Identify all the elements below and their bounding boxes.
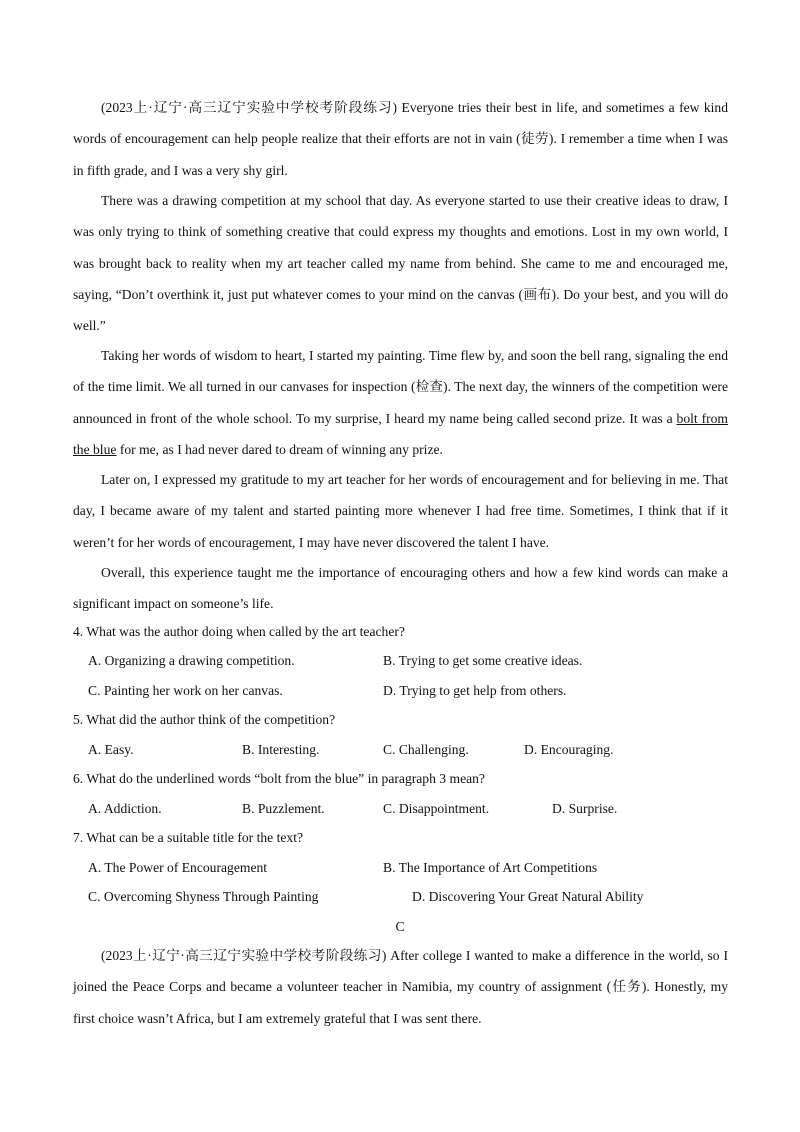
passage-b-paragraph-2: There was a drawing competition at my school that day. As everyone started to use their creative ideas to draw, I was only trying to think of something creative that could express my thoughts and emotions. Lost in my own world, I was brought back to reality when my art teacher called my name from behind. She came to me and encouraged me, saying, “Don’t overthink it, just put whatever comes to your mind on the canvas (画布). Do your best, and you will do well.” (73, 193, 728, 334)
option-a[interactable]: A. The Power of Encouragement (88, 860, 268, 875)
paragraph-text: After college I wanted to make a difference in the world, so I joined the Peace Corps and became a volunteer teacher in Namibia, my country of assignment (任务). Honestly, my first choice wasn’t Africa, but I am extremely grateful that I was sent there. (73, 948, 728, 1026)
option-d[interactable]: D. Encouraging. (524, 742, 614, 757)
option-b[interactable]: B. Interesting. (242, 742, 320, 757)
option-c[interactable]: C. Painting her work on her canvas. (88, 683, 283, 698)
paragraph-text: Everyone tries their best in life, and sometimes a few kind words of encouragement can help people realize that their efforts are not in vain (徒劳). I remember a time when I was in fifth grade, and I was a very shy girl. (73, 100, 729, 178)
section-label: C (395, 919, 405, 934)
passage-b-paragraph-5: Overall, this experience taught me the importance of encouraging others and how a few kind words can make a significant impact on someone’s life. (73, 565, 728, 612)
passage-b-paragraph-4: Later on, I expressed my gratitude to my art teacher for her words of encouragement and for believing in me. That day, I became aware of my talent and started painting more whenever I had free time. Sometimes, I think that if it weren’t for her words of encouragement, I may have never discovered the talent I have. (73, 472, 728, 550)
source-tag: (2023上·辽宁·高三辽宁实验中学校考阶段练习) (101, 100, 398, 115)
option-b[interactable]: B. Trying to get some creative ideas. (383, 653, 583, 668)
option-c[interactable]: C. Overcoming Shyness Through Painting (88, 889, 319, 904)
option-a[interactable]: A. Easy. (88, 742, 134, 757)
option-a[interactable]: A. Organizing a drawing competition. (88, 653, 295, 668)
option-d[interactable]: D. Surprise. (552, 801, 618, 816)
paragraph-text: for me, as I had never dared to dream of winning any prize. (116, 441, 443, 457)
option-c[interactable]: C. Challenging. (383, 742, 469, 757)
question-stem: 4. What was the author doing when called by the art teacher? (73, 624, 405, 639)
question-stem: 6. What do the underlined words “bolt from the blue” in paragraph 3 mean? (73, 771, 485, 786)
passage-b-paragraph-1 (73, 92, 728, 186)
source-tag: (2023上·辽宁·高三辽宁实验中学校考阶段练习) (101, 948, 387, 963)
option-d[interactable]: D. Discovering Your Great Natural Ability (412, 889, 644, 904)
paragraph-text: Taking her words of wisdom to heart, I started my painting. Time flew by, and soon the bell rang, signaling the end of the time limit. We all turned in our canvases for inspection (检查). The next day, the winners of the competition were announced in front of the whole school. To my surprise, I heard my name being called second prize. It was a (73, 348, 728, 426)
option-b[interactable]: B. Puzzlement. (242, 801, 325, 816)
option-c[interactable]: C. Disappointment. (383, 801, 490, 816)
underlined-phrase: bolt from the blue (73, 410, 728, 457)
question-stem: 5. What did the author think of the competition? (73, 712, 336, 727)
passage-b-paragraph-3 (73, 340, 728, 465)
option-a[interactable]: A. Addiction. (88, 801, 162, 816)
option-b[interactable]: B. The Importance of Art Competitions (383, 860, 598, 875)
question-stem: 7. What can be a suitable title for the text? (73, 830, 303, 845)
passage-c-paragraph-1 (73, 940, 728, 1034)
option-d[interactable]: D. Trying to get help from others. (383, 683, 567, 698)
